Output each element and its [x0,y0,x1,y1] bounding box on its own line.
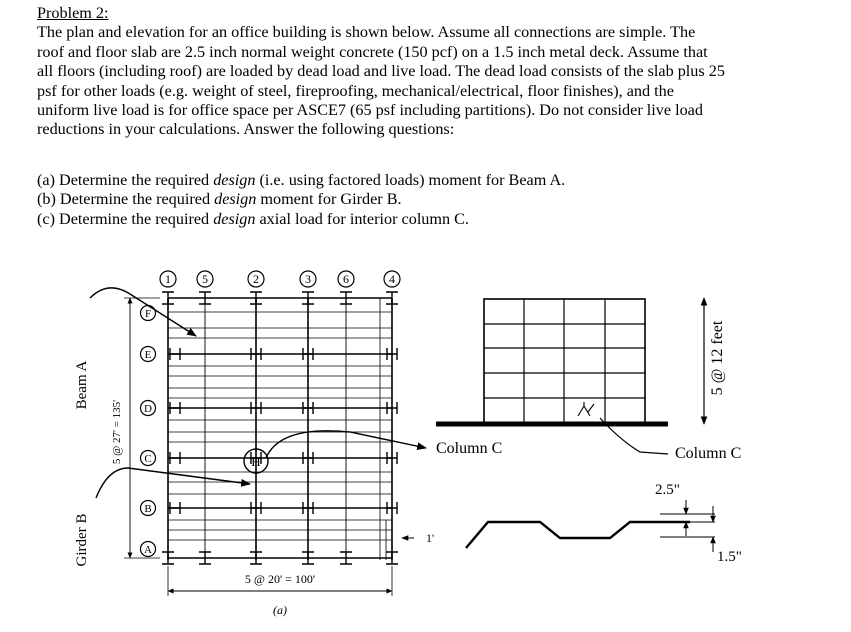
question-a: (a) Determine the required design (i.e. using factored loads) moment for Beam A. [37,171,566,189]
col-label-2: 2 [253,272,259,286]
deck-thickness-label: 1.5" [717,549,742,565]
column-c-label: H [251,454,261,469]
question-b: (b) Determine the required design moment for Girder B. [37,190,402,209]
one-foot-label: 1' [426,531,435,545]
vertical-dimension: 5 @ 27' = 135' [111,399,123,465]
row-label-d: D [144,403,152,415]
problem-line: reductions in your calculations. Answer the following questions: [37,120,455,139]
col-label-3: 3 [305,272,311,286]
elevation-view [436,298,704,454]
problem-line: psf for other loads (e.g. weight of steel, fireproofing, mechanical/electrical, floor finishes), and the [37,81,674,100]
problem-line: all floors (including roof) are loaded by dead load and live load. The dead load consists of the slab plus 25 [37,62,725,81]
deck-section [466,500,715,552]
problem-title: Problem 2: [37,4,109,22]
col-label-4: 4 [389,272,395,286]
col-label-6: 6 [343,272,349,286]
column-c-label-right: Column C [675,445,742,462]
question-c: (c) Determine the required design axial load for interior column C. [37,209,469,228]
grid-labels [144,272,395,556]
slab-thickness-label: 2.5" [655,482,680,498]
row-label-a: A [144,544,152,556]
column-grid-bubbles [160,271,400,287]
column-lines [168,298,392,560]
col-label-5: 5 [202,272,208,286]
problem-line: uniform live load is for office space per ASCE7 (65 psf including partitions). Do not consider live load [37,101,703,120]
problem-line: roof and floor slab are 2.5 inch normal weight concrete (150 pcf) on a 1.5 inch metal deck. Assume that [37,42,708,61]
column-symbols [162,292,398,564]
girder-b-label: Girder B [74,513,90,567]
row-grid-bubbles [141,306,156,557]
beam-a-label: Beam A [74,360,90,410]
plan-view [90,271,426,596]
figure-caption: (a) [273,603,287,617]
beam-lines [168,312,392,540]
problem-line: The plan and elevation for an office building is shown below. Assume all connections are simple. The [37,23,696,42]
row-label-c: C [144,453,152,465]
row-label-b: B [144,503,152,515]
girder-b-leader [96,468,250,498]
row-label-e: E [144,349,152,361]
horizontal-dimension: 5 @ 20' = 100' [244,572,316,586]
column-c-label-left: Column C [436,440,503,457]
story-dimension: 5 @ 12 feet [709,320,726,396]
col-label-1: 1 [165,272,171,286]
row-label-f: F [144,308,152,320]
